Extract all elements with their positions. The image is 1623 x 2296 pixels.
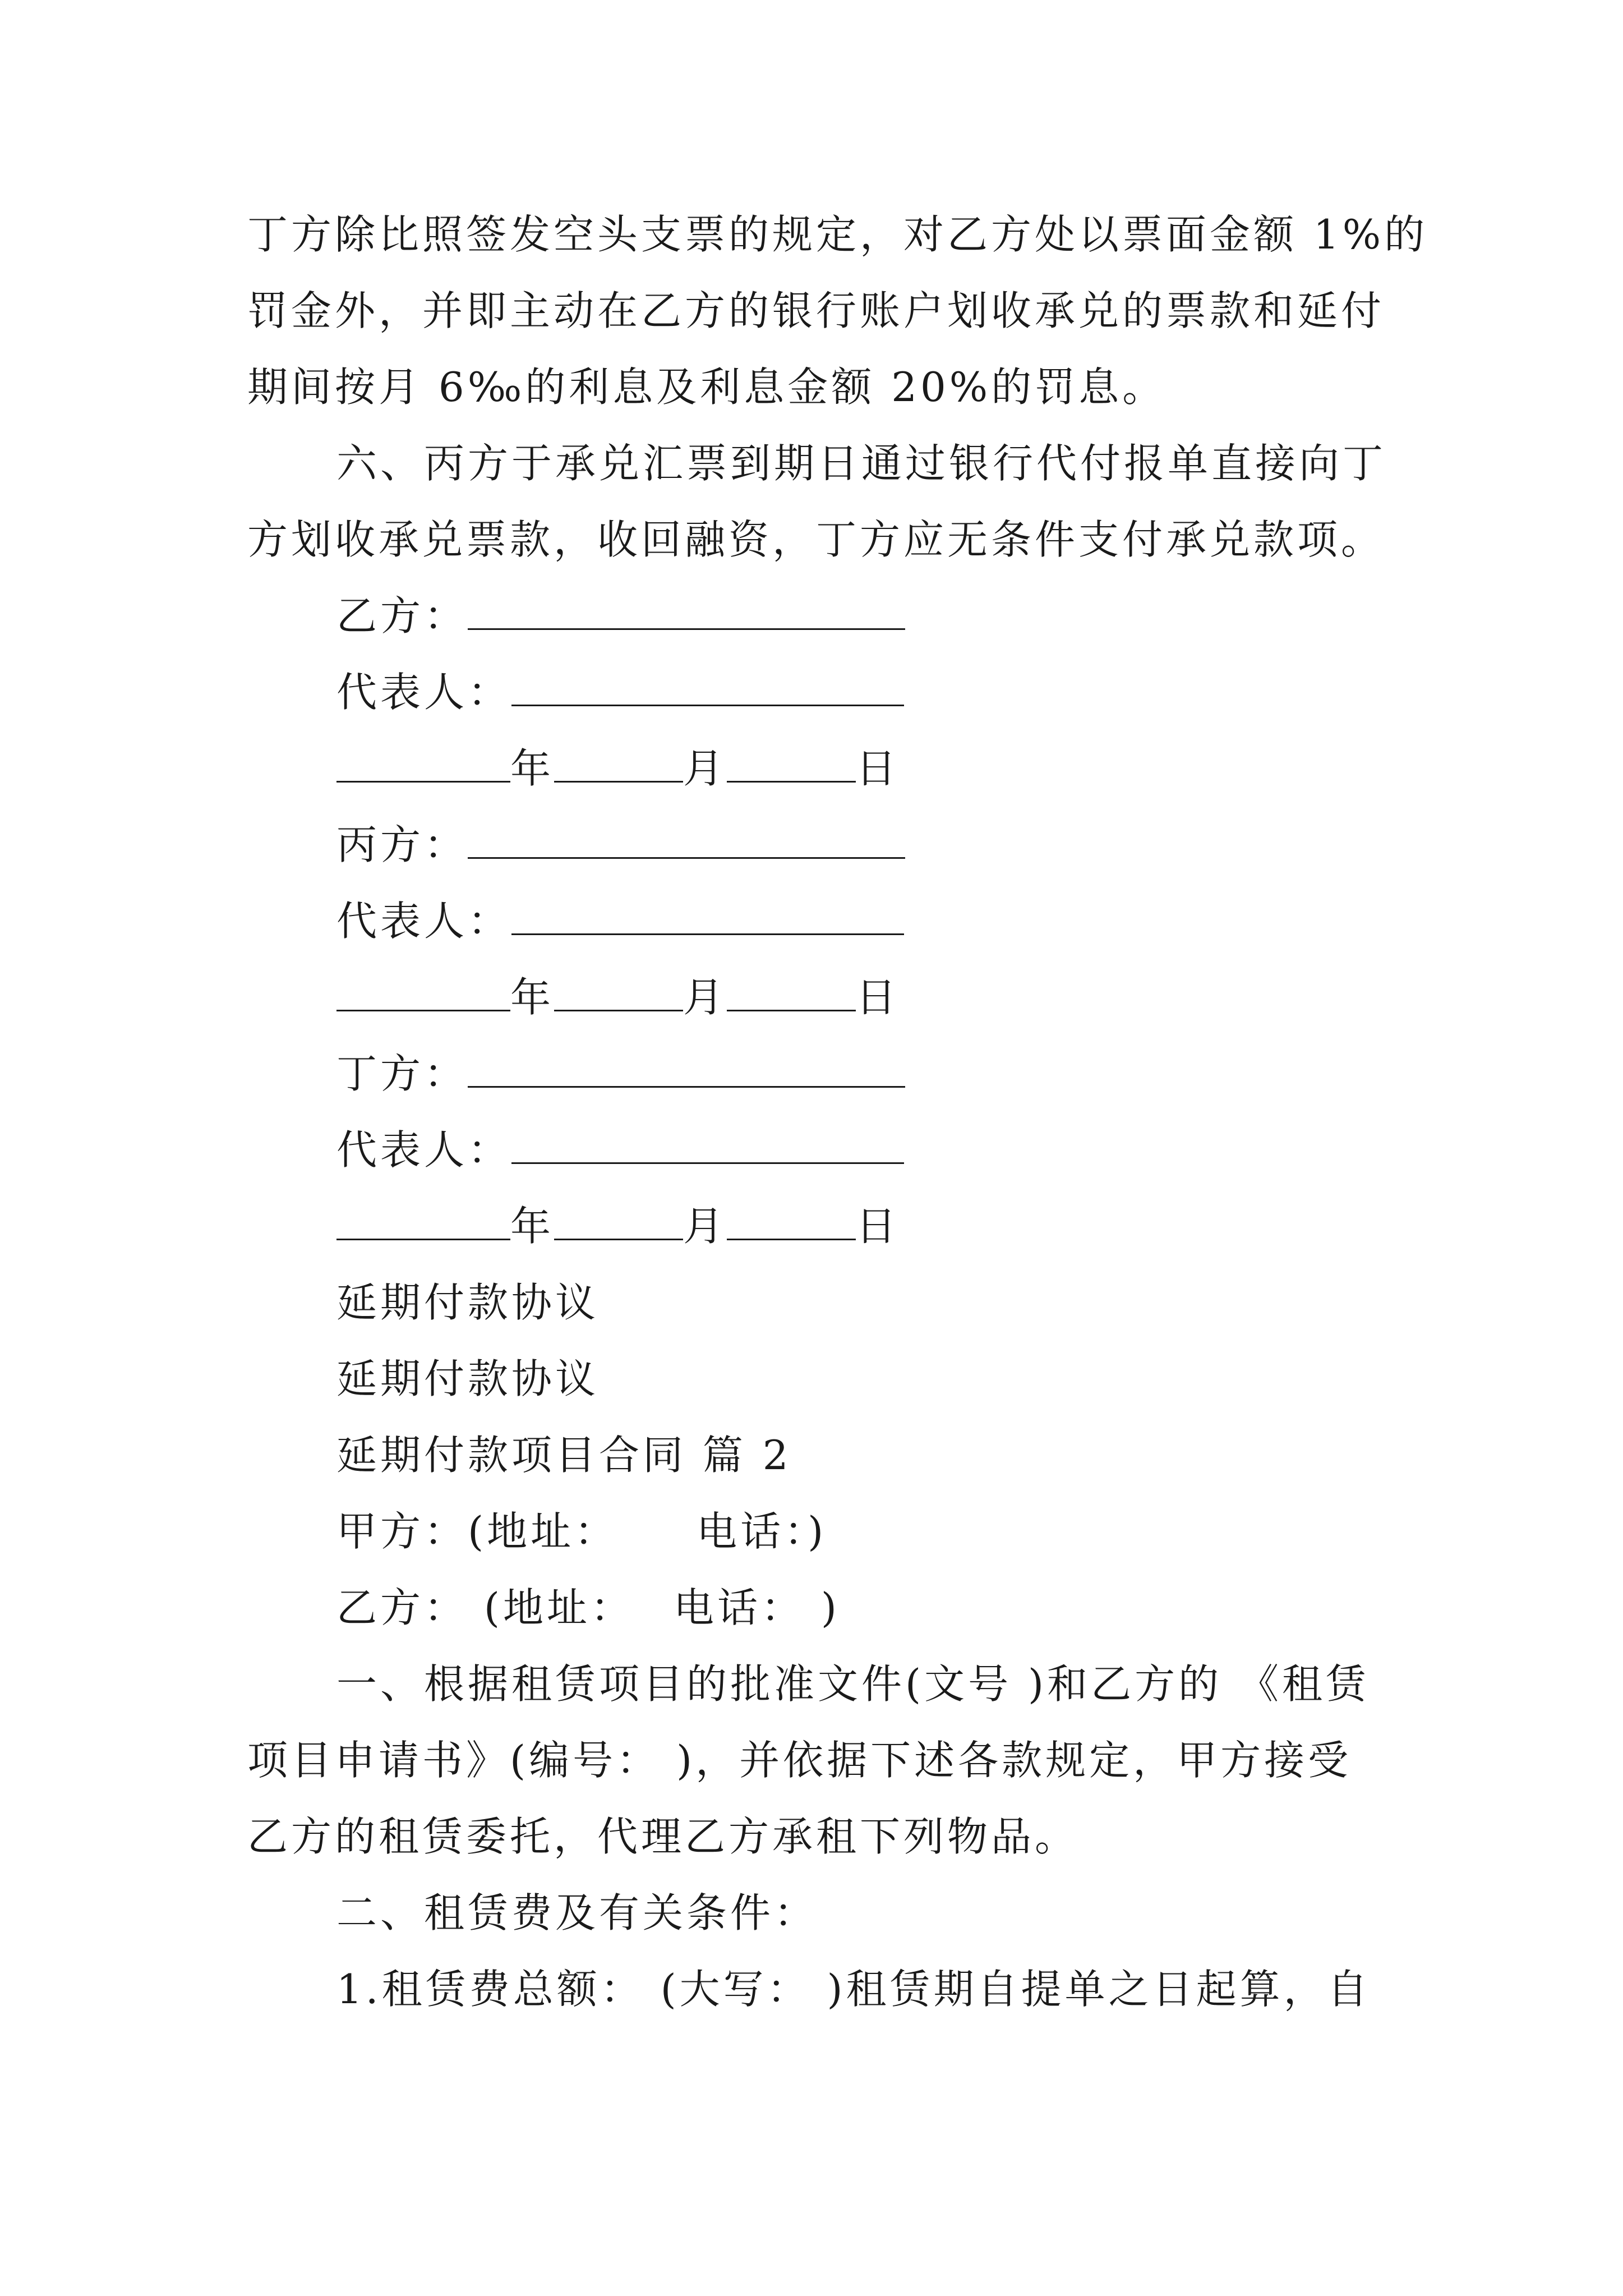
- clause-line: 1.租赁费总额： (大写： )租赁期自提单之日起算，自: [336, 1966, 1371, 2013]
- party-phone-label: 电话： ): [673, 1584, 840, 1631]
- month-blank: [554, 746, 683, 783]
- party-address-label: 甲方：(地址：: [336, 1508, 619, 1555]
- party-jia-line: [336, 1503, 827, 1559]
- signature-rep-ding: [336, 1122, 904, 1178]
- signature-date-bing: [336, 969, 900, 1025]
- month-blank: [554, 1204, 683, 1240]
- day-blank: [727, 1204, 856, 1240]
- document-heading: 延期付款协议: [336, 1355, 600, 1402]
- year-blank: [336, 975, 510, 1011]
- year-blank: [336, 1204, 510, 1240]
- year-label: 年: [510, 974, 555, 1021]
- day-blank: [727, 975, 856, 1011]
- signature-blank: [511, 670, 904, 706]
- day-blank: [727, 746, 856, 783]
- document-heading: 延期付款项目合同 篇 2: [336, 1432, 792, 1479]
- paragraph-line: 期间按月 6‰的利息及利息金额 20%的罚息。: [247, 364, 1166, 411]
- party-address-label: 乙方： (地址：: [336, 1584, 634, 1631]
- party-label: 乙方：: [336, 592, 468, 639]
- signature-party-ding: [336, 1046, 905, 1102]
- year-label: 年: [510, 1203, 555, 1250]
- month-label: 月: [683, 745, 727, 792]
- signature-blank: [511, 1128, 904, 1164]
- signature-rep-yi: [336, 664, 904, 720]
- document-heading: 延期付款协议: [336, 1279, 600, 1326]
- paragraph-line: 丁方除比照签发空头支票的规定，对乙方处以票面金额 1%的: [247, 211, 1428, 258]
- signature-rep-bing: [336, 893, 904, 949]
- signature-blank: [468, 822, 905, 859]
- party-yi-line: [336, 1580, 840, 1636]
- paragraph-line: 六、丙方于承兑汇票到期日通过银行代付报单直接向丁: [336, 440, 1387, 487]
- rep-label: 代表人：: [336, 1126, 512, 1174]
- year-label: 年: [510, 745, 555, 792]
- paragraph-line: 方划收承兑票款，收回融资，丁方应无条件支付承兑款项。: [247, 516, 1385, 563]
- signature-blank: [511, 899, 904, 935]
- clause-line: 项目申请书》(编号： )，并依据下述各款规定，甲方接受: [247, 1737, 1352, 1784]
- signature-date-yi: [336, 740, 900, 797]
- rep-label: 代表人：: [336, 898, 512, 945]
- signature-blank: [468, 593, 905, 630]
- day-label: 日: [856, 745, 900, 792]
- signature-blank: [468, 1051, 905, 1088]
- year-blank: [336, 746, 510, 783]
- paragraph-line: 罚金外，并即主动在乙方的银行账户划收承兑的票款和延付: [247, 287, 1385, 334]
- month-label: 月: [683, 1203, 727, 1250]
- party-label: 丙方：: [336, 821, 468, 868]
- clause-line: 一、根据租赁项目的批准文件(文号 )和乙方的 《租赁: [336, 1660, 1370, 1708]
- signature-date-ding: [336, 1198, 900, 1254]
- clause-line: 乙方的租赁委托，代理乙方承租下列物品。: [247, 1813, 1079, 1860]
- month-blank: [554, 975, 683, 1011]
- day-label: 日: [856, 1203, 900, 1250]
- month-label: 月: [683, 974, 727, 1021]
- signature-party-bing: [336, 817, 905, 873]
- signature-party-yi: [336, 588, 905, 644]
- party-label: 丁方：: [336, 1050, 468, 1097]
- rep-label: 代表人：: [336, 669, 512, 716]
- day-label: 日: [856, 974, 900, 1021]
- party-phone-label: 电话：): [697, 1508, 827, 1555]
- clause-line: 二、租赁费及有关条件：: [336, 1889, 818, 1936]
